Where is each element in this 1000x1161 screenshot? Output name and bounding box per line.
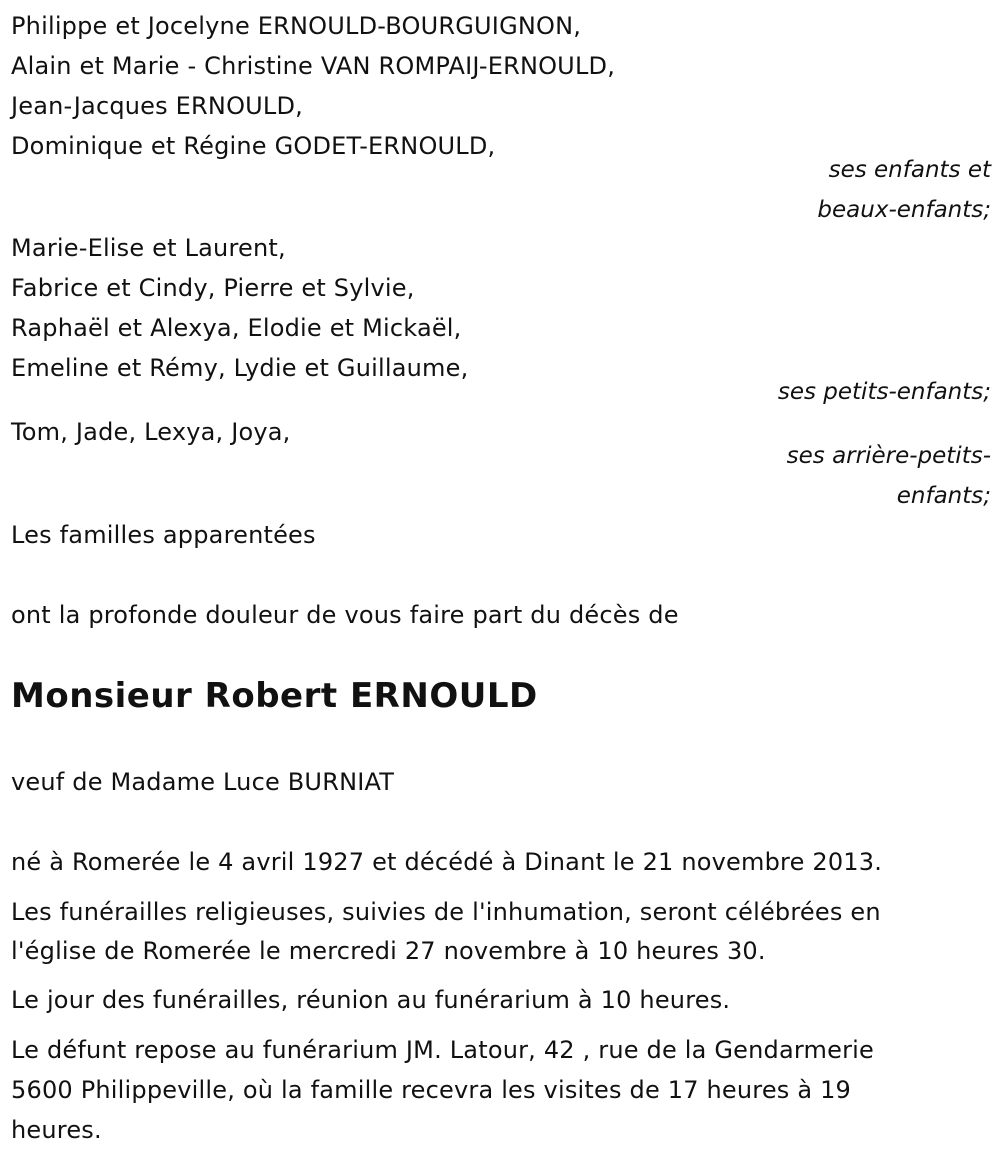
widower-line: veuf de Madame Luce BURNIAT: [11, 768, 395, 796]
grandchildren-line: Marie-Elise et Laurent,: [11, 234, 286, 262]
great-grandchildren-role: ses arrière-petits-: [786, 443, 991, 469]
children-line: Alain et Marie - Christine VAN ROMPAIJ-ERNOULD,: [11, 52, 616, 80]
grandchildren-line: Fabrice et Cindy, Pierre et Sylvie,: [11, 274, 415, 302]
children-line: Dominique et Régine GODET-ERNOULD,: [11, 132, 496, 160]
meeting-line: Le jour des funérailles, réunion au funérarium à 10 heures.: [11, 986, 731, 1014]
funeral-line: l'église de Romerée le mercredi 27 novembre à 10 heures 30.: [11, 937, 766, 965]
grandchildren-line: Raphaël et Alexya, Elodie et Mickaël,: [11, 314, 462, 342]
visitation-line: 5600 Philippeville, où la famille recevra les visites de 17 heures à 19: [11, 1076, 852, 1104]
funeral-line: Les funérailles religieuses, suivies de l'inhumation, seront célébrées en: [11, 898, 881, 926]
grandchildren-role: ses petits-enfants;: [777, 379, 991, 405]
deceased-name: Monsieur Robert ERNOULD: [11, 676, 538, 716]
grandchildren-line: Emeline et Rémy, Lydie et Guillaume,: [11, 354, 469, 382]
birth-death-line: né à Romerée le 4 avril 1927 et décédé à Dinant le 21 novembre 2013.: [11, 848, 883, 876]
visitation-line: heures.: [11, 1116, 102, 1144]
children-role: beaux-enfants;: [817, 197, 991, 223]
children-role: ses enfants et: [828, 157, 991, 183]
announcement-line: ont la profonde douleur de vous faire part du décès de: [11, 601, 679, 629]
families-line: Les familles apparentées: [11, 521, 316, 549]
great-grandchildren-role: enfants;: [896, 483, 991, 509]
children-line: Philippe et Jocelyne ERNOULD-BOURGUIGNON,: [11, 12, 582, 40]
great-grandchildren-line: Tom, Jade, Lexya, Joya,: [11, 418, 291, 446]
children-line: Jean-Jacques ERNOULD,: [11, 92, 304, 120]
visitation-line: Le défunt repose au funérarium JM. Latour, 42 , rue de la Gendarmerie: [11, 1036, 874, 1064]
